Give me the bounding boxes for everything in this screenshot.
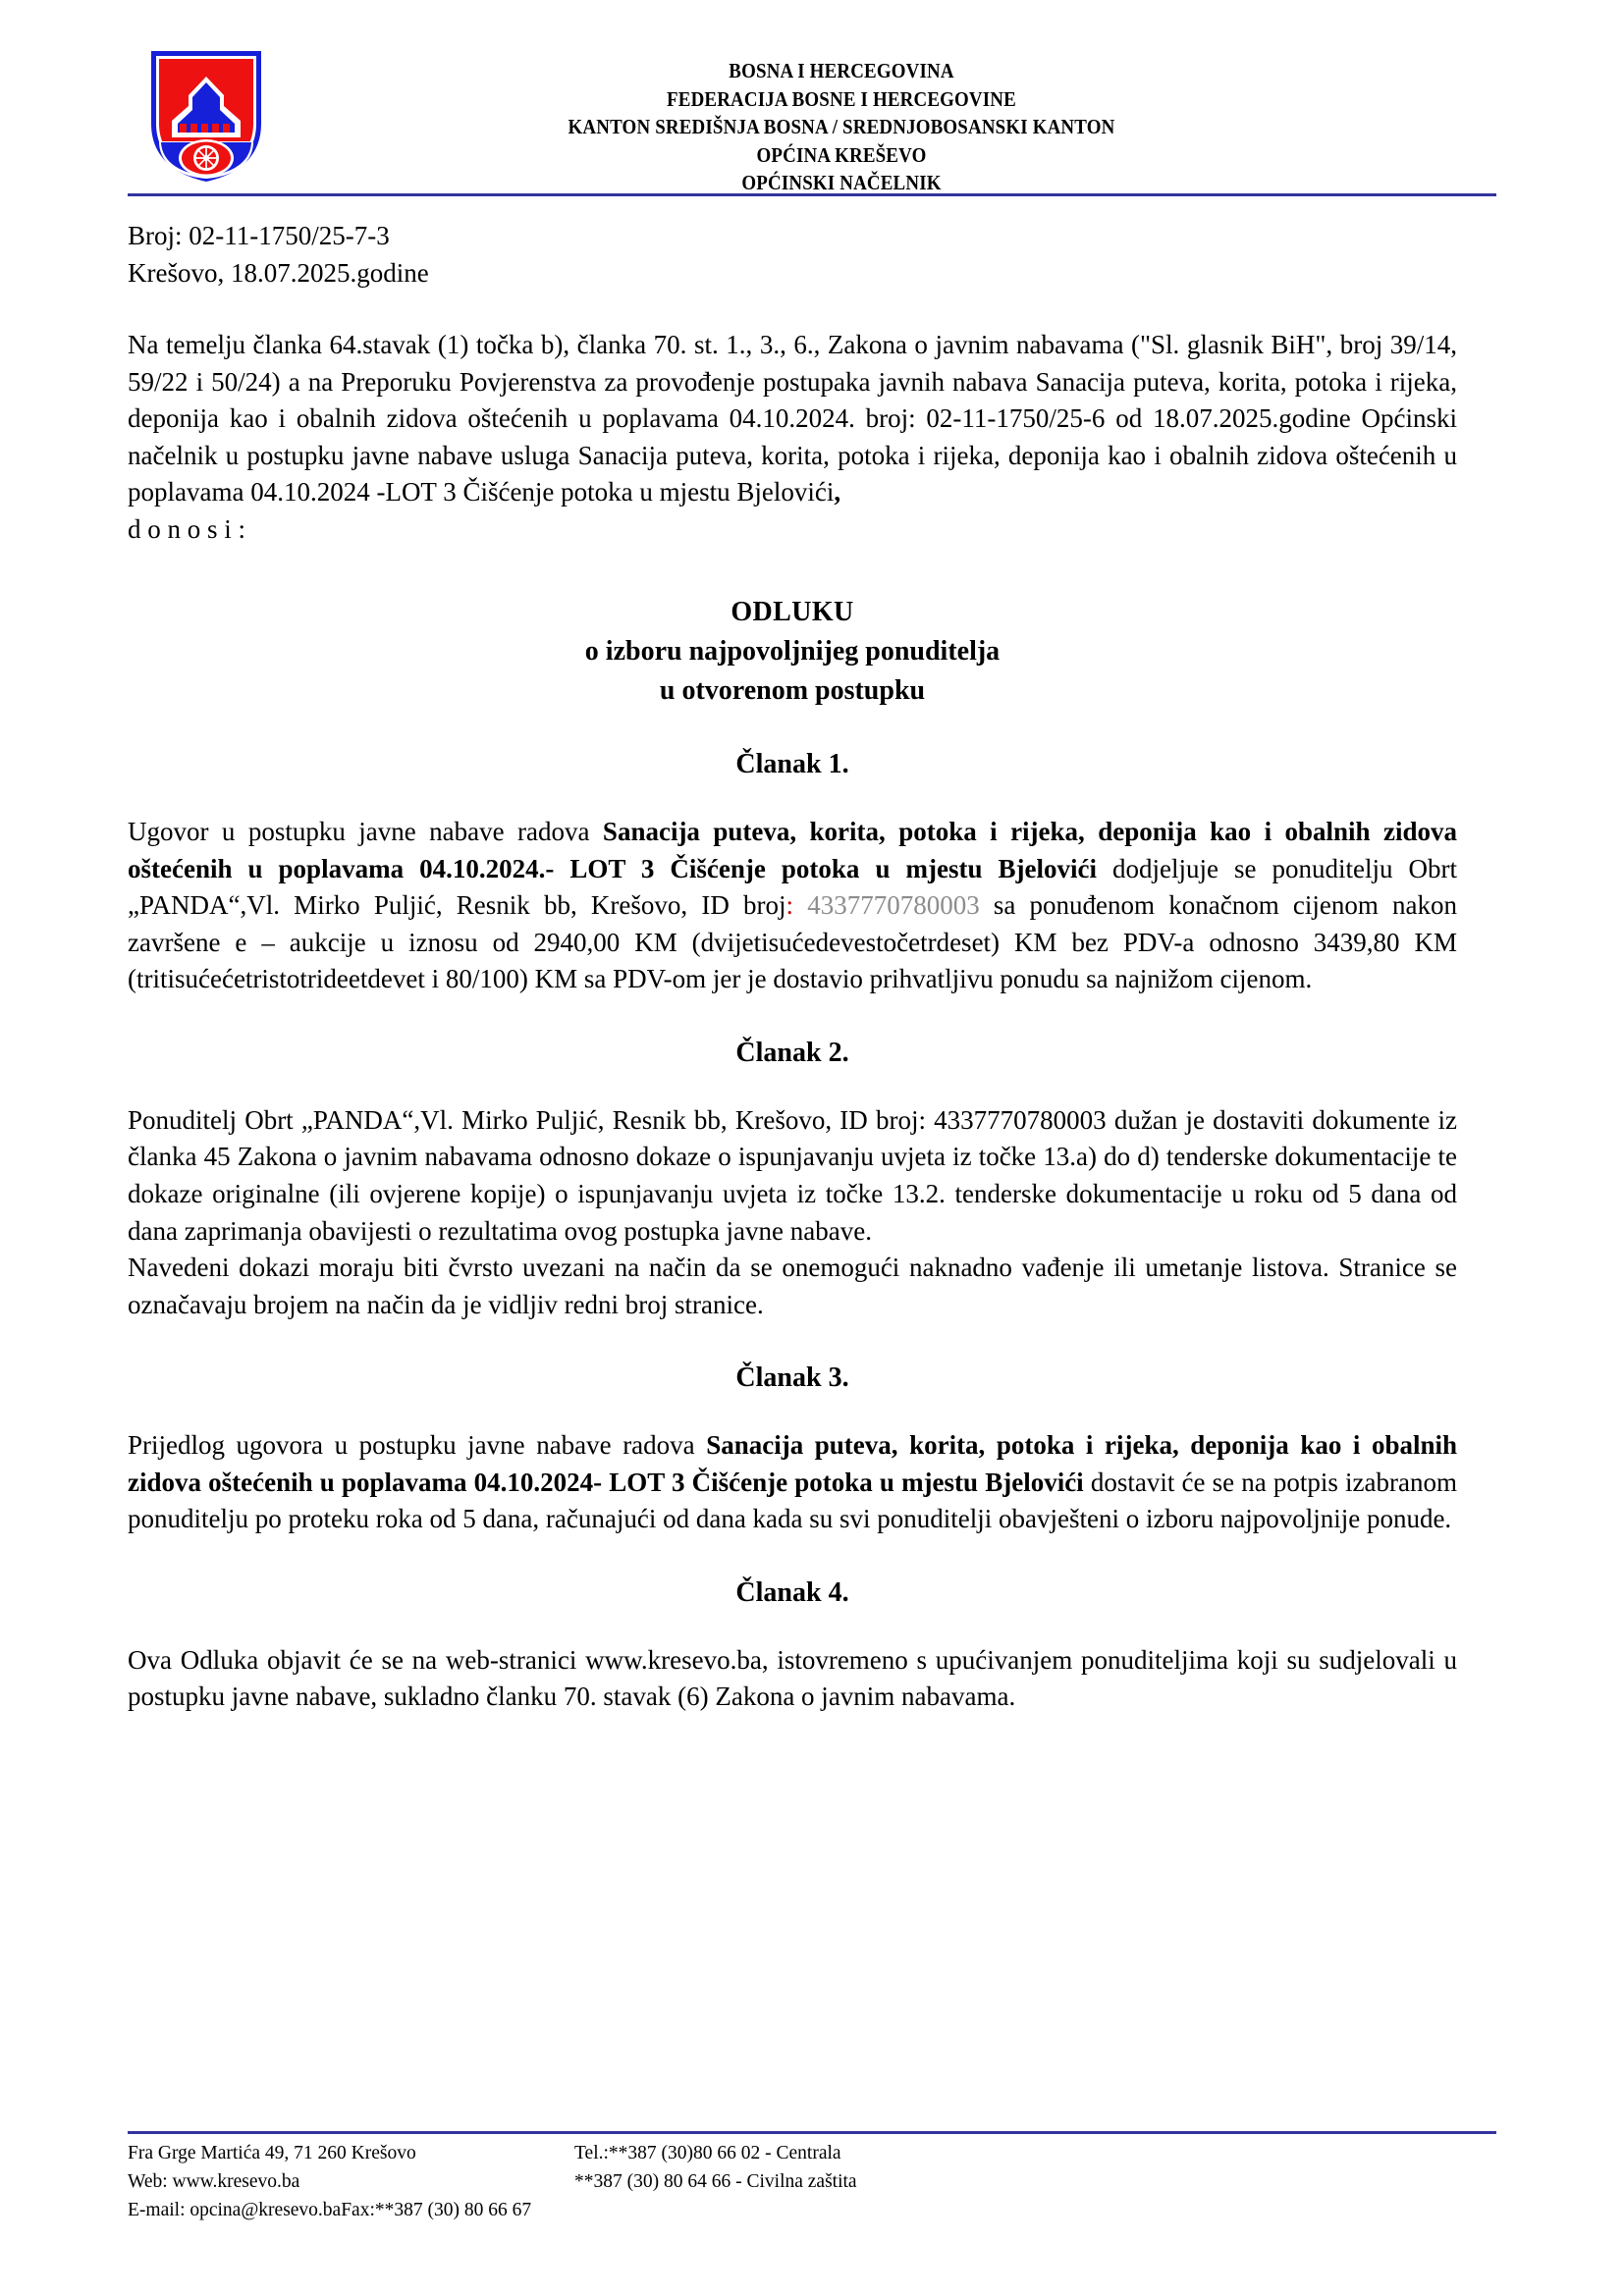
donosi-text: d o n o s i :: [128, 513, 246, 544]
document-meta: [128, 218, 1457, 292]
article-3-lead: Prijedlog ugovora u postupku javne nabave radova: [128, 1430, 707, 1461]
article-1-colon: :: [785, 890, 794, 921]
footer-email-fax: E-mail: opcina@kresevo.baFax:**387 (30) 80 66 67: [128, 2200, 532, 2221]
decision-title-block: [128, 593, 1457, 710]
intro-paragraph: [128, 327, 1457, 548]
article-1-paragraph: [128, 814, 1457, 998]
document-number: Broj: 02-11-1750/25-7-3: [128, 221, 390, 250]
footer-phone-civil-protection: **387 (30) 80 64 66 - Civilna zaštita: [574, 2171, 857, 2193]
article-1-heading: Članak 1.: [735, 749, 849, 780]
article-1-tail: sa ponuđenom konačnom cijenom nakon završene e – aukcije u iznosu od 2940,00 KM (dvijetisućedevestočetrdeset) KM bez PDV-a odnosno 3439,80 KM (tritisućećetristotrideetdevet i 80/100) KM sa PDV-om jer je dostavio prihvatljivu ponudu sa najnižom cijenom.: [128, 890, 1458, 994]
article-1-lead: Ugovor u postupku javne nabave radova: [128, 817, 603, 847]
article-3-subject: Sanacija puteva, korita, potoka i rijeka, deponija kao i obalnih zidova oštećenih u poplavama 04.10.2024- LOT 3 Čišćenje potoka u mjestu Bjelovići: [128, 1430, 1457, 1497]
org-line-mayor: OPĆINSKI NAČELNIK: [741, 171, 942, 195]
article-1-id-number: 4337770780003: [793, 890, 980, 921]
page-footer: [0, 2131, 1624, 2225]
letterhead: [0, 0, 1624, 195]
document-body: [0, 218, 1624, 1716]
decision-title: ODLUKU: [731, 597, 854, 628]
article-4-heading: Članak 4.: [735, 1576, 849, 1608]
organization-header: [412, 39, 1624, 197]
article-1-subject: Sanacija puteva, korita, potoka i rijeka, deponija kao i obalnih zidova oštećenih u poplavama 04.10.2024.- LOT 3 Čišćenje potoka u mjestu Bjelovići: [128, 817, 1457, 883]
footer-divider: [128, 2131, 1496, 2134]
footer-spacer: [574, 2197, 1496, 2225]
decision-subtitle-1: o izboru najpovoljnijeg ponuditelja: [584, 635, 1001, 667]
decision-subtitle-2: u otvorenom postupku: [659, 674, 926, 706]
org-line-municipality: OPĆINA KREŠEVO: [756, 142, 927, 167]
footer-web: Web: www.kresevo.ba: [128, 2171, 300, 2193]
intro-text: Na temelju članka 64.stavak (1) točka b), članka 70. st. 1., 3., 6., Zakona o javnim nabavama ("Sl. glasnik BiH", broj 39/14, 59/22 i 50/24) a na Preporuku Povjerenstva za provođenje postupaka javnih nabava Sanacija puteva, korita, potoka i rijeka, deponija kao i obalnih zidova oštećenih u poplavama 04.10.2024. broj: 02-11-1750/25-6 od 18.07.2025.godine Općinski načelnik u postupku javne nabave usluga Sanacija puteva, korita, potoka i rijeka, deponija kao i obalnih zidova oštećenih u poplavama 04.10.2024 -LOT 3 Čišćenje potoka u mjestu Bjelovići: [128, 330, 1457, 507]
article-3-paragraph: [128, 1427, 1457, 1538]
footer-phone-central: Tel.:**387 (30)80 66 02 - Centrala: [574, 2143, 841, 2164]
article-3-heading: Članak 3.: [735, 1362, 849, 1394]
crest-container: [0, 39, 412, 185]
document-place-date: Krešovo, 18.07.2025.godine: [128, 257, 429, 288]
org-line-canton: KANTON SREDIŠNJA BOSNA / SREDNJOBOSANSKI KANTON: [568, 115, 1115, 139]
org-line-country: BOSNA I HERCEGOVINA: [729, 59, 954, 82]
article-3-tail: dostavit će se na potpis izabranom ponuditelju po proteku roka od 5 dana, računajući od dana kada su svi ponuditelji obavješteni o izboru najpovoljnije ponude.: [128, 1467, 1457, 1534]
article-4-paragraph: Ova Odluka objavit će se na web-stranici www.kresevo.ba, istovremeno s upućivanjem ponuditeljima koji su sudjelovali u postupku javne nabave, sukladno članku 70. stavak (6) Zakona o javnim nabavama.: [128, 1644, 1457, 1712]
org-line-federation: FEDERACIJA BOSNE I HERCEGOVINE: [667, 86, 1016, 111]
article-2-paragraph-1: Ponuditelj Obrt „PANDA“,Vl. Mirko Puljić, Resnik bb, Krešovo, ID broj: 4337770780003 dužan je dostaviti dokumente iz članka 45 Zakona o javnim nabavama odnosno dokaze o ispunjavanju uvjeta iz točke 13.a) do d) tenderske dokumentacije te dokaze originalne (ili ovjerene kopije) o ispunjavanju uvjeta iz točke 13.2. tenderske dokumentacije u roku od 5 dana od dana zaprimanja obavijesti o rezultatima ovog postupka javne nabave.: [128, 1104, 1457, 1246]
article-2-paragraph-2: Navedeni dokazi moraju biti čvrsto uvezani na način da se onemogući naknadno vađenje ili umetanje listova. Stranice se označavaju brojem na način da je vidljiv redni broj stranice.: [128, 1253, 1457, 1319]
article-2-heading: Članak 2.: [735, 1037, 849, 1068]
intro-bold-comma: ,: [834, 477, 841, 507]
municipal-coat-of-arms-icon: [147, 47, 265, 185]
footer-contact-grid: [128, 2140, 1496, 2225]
article-1-mid: dodjeljuje se ponuditelju Obrt „PANDA“,Vl. Mirko Puljić, Resnik bb, Krešovo, ID broj: [128, 853, 1457, 921]
footer-address: Fra Grge Martića 49, 71 260 Krešovo: [128, 2143, 416, 2164]
